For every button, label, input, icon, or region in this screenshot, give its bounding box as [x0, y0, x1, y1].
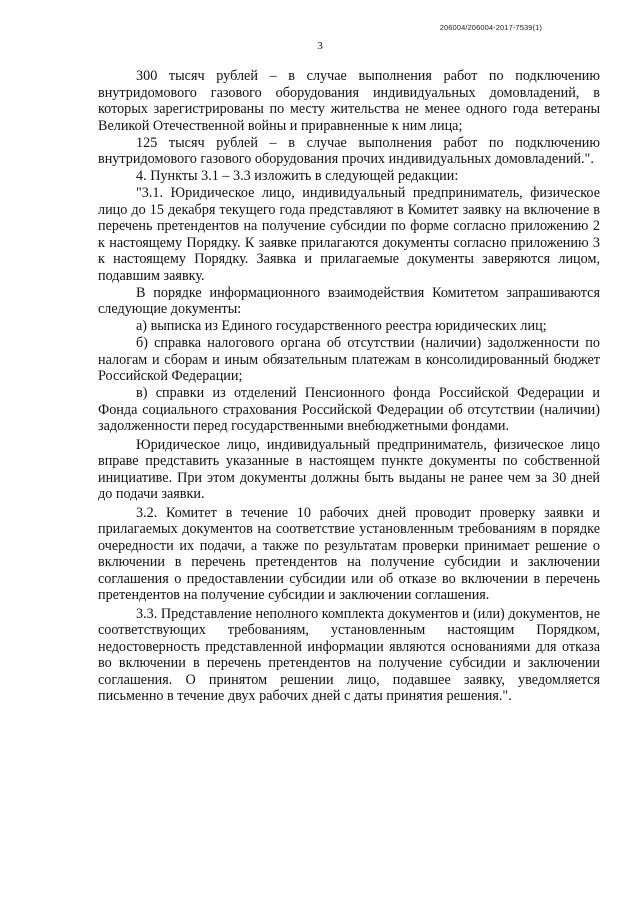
paragraph-interaction: В порядке информационного взаимодействия Комитетом запрашиваются следующие документы: [98, 284, 600, 317]
paragraph-list-v: в) справки из отделений Пенсионного фонда Российской Федерации и Фонда социального страхования Российской Федерации об отсутствии (наличии) задолженности перед государственными внебюджетными фондами. [98, 385, 600, 434]
paragraph-amount-300: 300 тысяч рублей – в случае выполнения работ по подключению внутридомового газового оборудования индивидуальных домовладений, в которых зарегистрированы по месту жительства не менее одного года ветераны Великой Отечественной войны и приравненные к ним лица; [98, 68, 600, 134]
paragraph-3-2: 3.2. Комитет в течение 10 рабочих дней проводит проверку заявки и прилагаемых документов на соответствие установленным требованиям в порядке очередности их подачи, а также по результатам проверки принимает решение о включении в перечень претендентов на получение субсидии и заключении соглашения о предоставлении субсидии или об отказе во включении в перечень претендентов на получение субсидии и заключении соглашения. [98, 504, 600, 603]
page-number: 3 [317, 40, 323, 52]
paragraph-3-1: "3.1. Юридическое лицо, индивидуальный предприниматель, физическое лицо до 15 декабря текущего года представляют в Комитет заявку на включение в перечень претендентов на получение субсидии по форме согласно приложению 2 к настоящему Порядку. К заявке прилагаются документы согласно приложению 3 к настоящему Порядку. Заявка и прилагаемые документы заверяются лицом, подавшим заявку. [98, 185, 600, 284]
paragraph-3-3: 3.3. Представление неполного комплекта документов и (или) документов, не соответствующих требованиям, установленным настоящим Порядком, недостоверность представленной информации являются основаниями для отказа во включении в перечень претендентов на получение субсидии и заключении соглашения. О принятом решении лицо, подавшее заявку, уведомляется письменно в течение двух рабочих дней с даты принятия решения.". [98, 605, 600, 704]
paragraph-list-b: б) справка налогового органа об отсутствии (наличии) задолженности по налогам и сборам и иным обязательным платежам в консолидированный бюджет Российской Федерации; [98, 335, 600, 384]
document-id: 206004/206004-2017-7539(1) [439, 23, 542, 32]
paragraph-item-4: 4. Пункты 3.1 – 3.3 изложить в следующей редакции: [136, 168, 459, 184]
paragraph-own-initiative: Юридическое лицо, индивидуальный предприниматель, физическое лицо вправе представить указанные в настоящем пункте документы по собственной инициативе. При этом документы должны быть выданы не ранее чем за 30 дней до подачи заявки. [98, 436, 600, 502]
paragraph-list-a: а) выписка из Единого государственного реестра юридических лиц; [136, 318, 547, 334]
paragraph-amount-125: 125 тысяч рублей – в случае выполнения работ по подключению внутридомового газового оборудования прочих индивидуальных домовладений.". [98, 134, 600, 167]
document-body [98, 68, 600, 705]
